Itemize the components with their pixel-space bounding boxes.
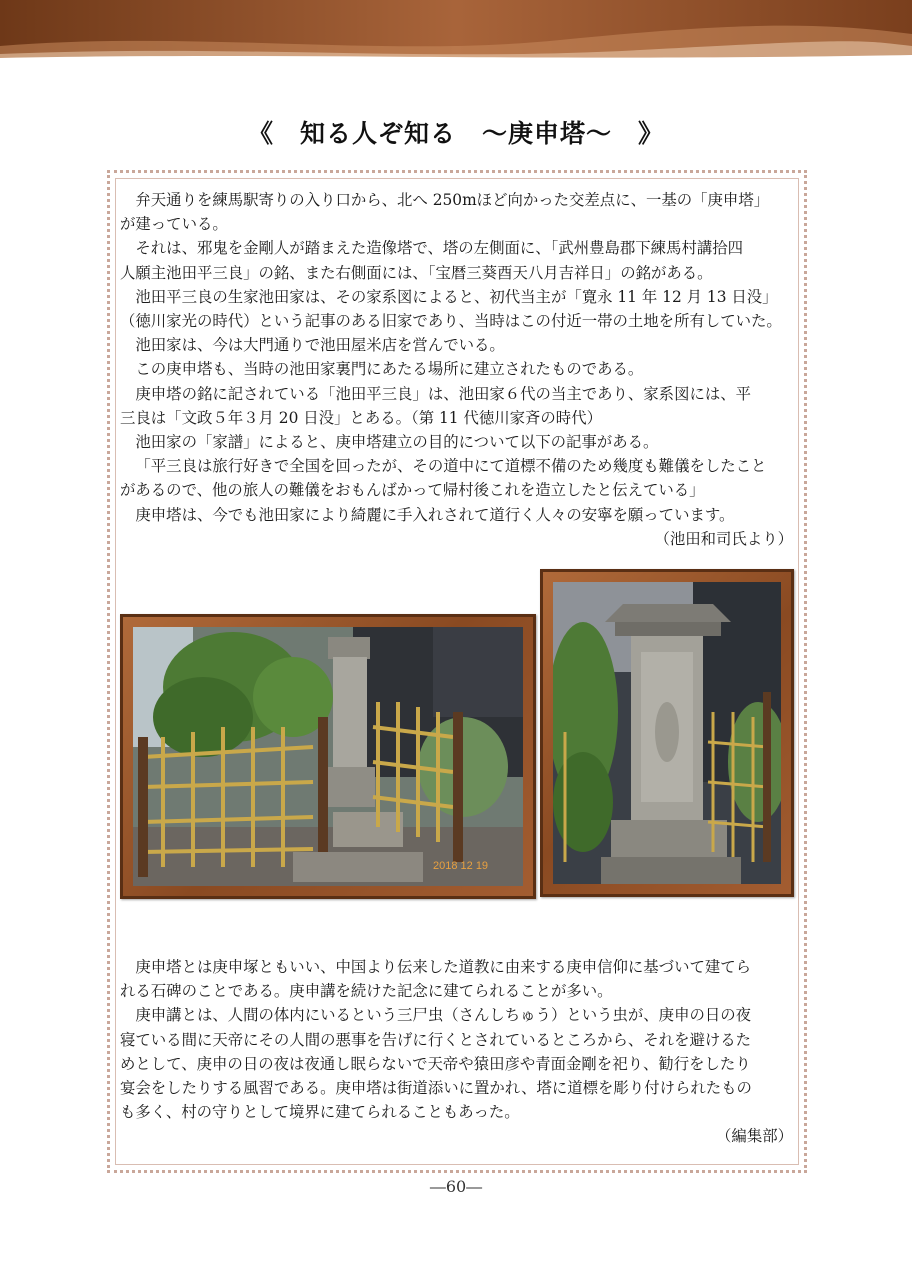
paragraph-line: 「平三良は旅行好きで全国を回ったが、その道中にて道標不備のため幾度も難儀をしたこと — [135, 457, 767, 476]
paragraph-line: この庚申塔も、当時の池田家裏門にあたる場所に建立されたものである。 — [135, 360, 644, 379]
credit-editorial: （編集部） — [716, 1127, 793, 1146]
credit-ikeda: （池田和司氏より） — [654, 529, 793, 548]
article-section-1 — [120, 188, 793, 551]
photo-koshinto-fence — [120, 614, 536, 899]
photo-image — [133, 627, 523, 886]
paragraph-line: （徳川家光の時代）という記事のある旧家であり、当時はこの付近一帯の土地を所有していた。 — [120, 312, 782, 331]
page-title: 《 知る人ぞ知る ～庚申塔～ 》 — [247, 119, 664, 148]
paragraph-line: 宴会をしたりする風習である。庚申塔は街道添いに置かれ、塔に道標を彫り付けられたもの — [120, 1079, 752, 1098]
page-number: ―60― — [429, 1177, 483, 1196]
article-section-2 — [120, 955, 793, 1149]
photo-image — [553, 582, 781, 884]
paragraph-line: 庚申講とは、人間の体内にいるという三尸虫（さんしちゅう）という虫が、庚申の日の夜 — [135, 1006, 752, 1025]
paragraph-line: も多く、村の守りとして境界に建てられることもあった。 — [120, 1103, 520, 1122]
paragraph-line: 庚申塔の銘に記されている「池田平三良」は、池田家６代の当主であり、家系図には、平 — [135, 384, 752, 403]
paragraph-line: 池田家の「家譜」によると、庚申塔建立の目的について以下の記事がある。 — [135, 433, 659, 452]
paragraph-line: 池田平三良の生家池田家は、その家系図によると、初代当主が「寛永 11 年 12 月 13 日没」 — [135, 287, 778, 306]
header-decoration — [0, 0, 912, 62]
paragraph-line: があるので、他の旅人の難儀をおもんばかって帰村後これを造立したと伝えている」 — [120, 481, 705, 500]
photo-koshinto-closeup — [540, 569, 794, 897]
paragraph-line: それは、邪鬼を金剛人が踏まえた造像塔で、塔の左側面に、「武州豊島郡下練馬村講拾四 — [135, 239, 744, 258]
paragraph-line: れる石碑のことである。庚申講を続けた記念に建てられることが多い。 — [120, 982, 613, 1001]
paragraph-line: 庚申塔は、今でも池田家により綺麗に手入れされて道行く人々の安寧を願っています。 — [135, 505, 735, 524]
paragraph-line: が建っている。 — [120, 215, 228, 234]
paragraph-line: 三良は「文政５年３月 20 日没」とある。（第 11 代徳川家斉の時代） — [120, 408, 602, 427]
paragraph-line: 弁天通りを練馬駅寄りの入り口から、北へ 250mほど向かった交差点に、一基の「庚申塔」 — [135, 191, 770, 209]
photo-date-stamp: 2018 12 19 — [433, 860, 489, 872]
paragraph-line: 人願主池田平三良」の銘、また右側面には、「宝暦三葵酉天八月吉祥日」の銘がある。 — [120, 263, 713, 282]
paragraph-line: めとして、庚申の日の夜は夜通し眠らないで天帝や猿田彦や青面金剛を祀り、勧行をしたり — [120, 1054, 751, 1073]
paragraph-line: 寝ている間に天帝にその人間の悪事を告げに行くとされているところから、それを避けるた — [120, 1030, 752, 1049]
paragraph-line: 庚申塔とは庚申塚ともいい、中国より伝来した道教に由来する庚申信仰に基づいて建てら — [135, 958, 752, 976]
paragraph-line: 池田家は、今は大門通りで池田屋米店を営んでいる。 — [135, 336, 505, 355]
